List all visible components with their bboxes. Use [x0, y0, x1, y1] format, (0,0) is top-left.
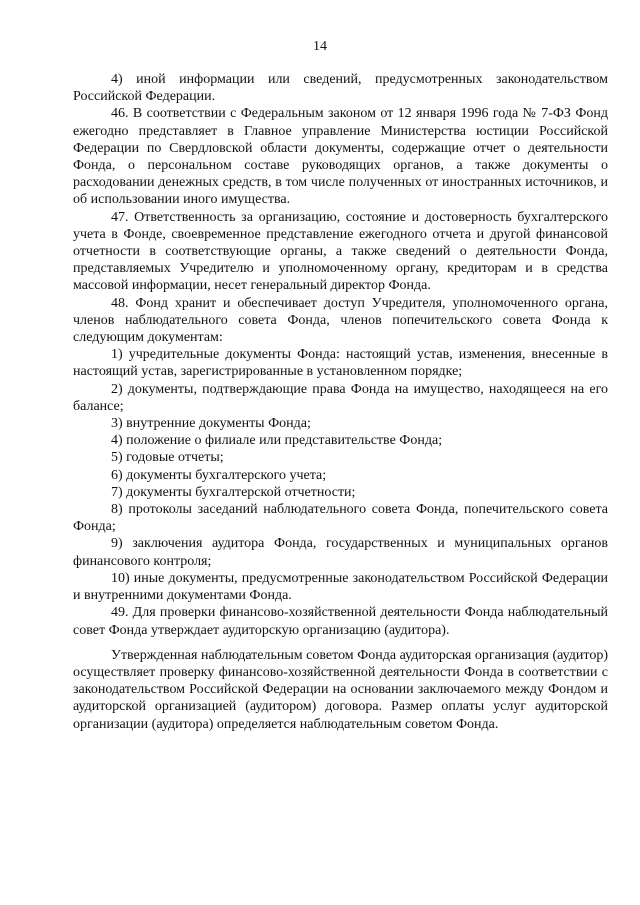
paragraph-auditor: Утвержденная наблюдательным советом Фонда аудиторская организация (аудитор) осуществляет проверку финансово-хозяйственной деятельности Фонда в соответствии с законодательством Российской Федерации на основании заключаемого между Фондом и аудиторской организацией (аудитором) договора. Размер оплаты услуг аудиторской организации (аудитора) определяется наблюдательным советом Фонда.: [73, 647, 608, 732]
paragraph-item-4-other-info: 4) иной информации или сведений, предусмотренных законодательством Российской Федерации.: [73, 72, 608, 105]
list-item-7: 7) документы бухгалтерской отчетности;: [111, 484, 356, 500]
paragraph-47: 47. Ответственность за организацию, состояние и достоверность бухгалтерского учета в Фонде, своевременное представление ежегодного отчета и другой финансовой отчетности в соответствующие органы, а также сведений о деятельности Фонда, представляемых Учредителю и уполномоченному органу, кредиторам и в средства массовой информации, несет генеральный директор Фонда.: [73, 209, 608, 294]
paragraph-48: 48. Фонд хранит и обеспечивает доступ Учредителя, уполномоченного органа, членов наблюдательного совета Фонда, членов попечительского совета Фонда к следующим документам:: [73, 295, 608, 346]
list-item-8: 8) протоколы заседаний наблюдательного совета Фонда, попечительского совета Фонда;: [73, 502, 608, 535]
list-item-5: 5) годовые отчеты;: [111, 450, 224, 466]
list-item-10: 10) иные документы, предусмотренные законодательством Российской Федерации и внутренними документами Фонда.: [73, 570, 608, 604]
paragraph-49: 49. Для проверки финансово-хозяйственной деятельности Фонда наблюдательный совет Фонда утверждает аудиторскую организацию (аудитора).: [73, 605, 608, 638]
list-item-1: 1) учредительные документы Фонда: настоящий устав, изменения, внесенные в настоящий устав, зарегистрированные в установленном порядке;: [73, 347, 608, 380]
paragraph-46: 46. В соответствии с Федеральным законом от 12 января 1996 года № 7-ФЗ Фонд ежегодно представляет в Главное управление Министерства юстиции Российской Федерации по Свердловской области документы, содержащие отчет о деятельности Фонда, о персональном составе руководящих органов, а также документы о расходовании денежных средств, в том числе полученных от иностранных источников, и об использовании иного имущества.: [73, 106, 608, 208]
list-item-4: 4) положение о филиале или представительстве Фонда;: [111, 433, 443, 449]
list-item-2: 2) документы, подтверждающие права Фонда на имущество, находящееся на его балансе;: [73, 381, 608, 414]
list-item-9: 9) заключения аудитора Фонда, государственных и муниципальных органов финансового контроля;: [73, 536, 608, 569]
page-number: 14: [313, 39, 327, 54]
document-body: [73, 71, 608, 733]
list-item-6: 6) документы бухгалтерского учета;: [111, 467, 327, 483]
list-item-3: 3) внутренние документы Фонда;: [111, 416, 311, 432]
